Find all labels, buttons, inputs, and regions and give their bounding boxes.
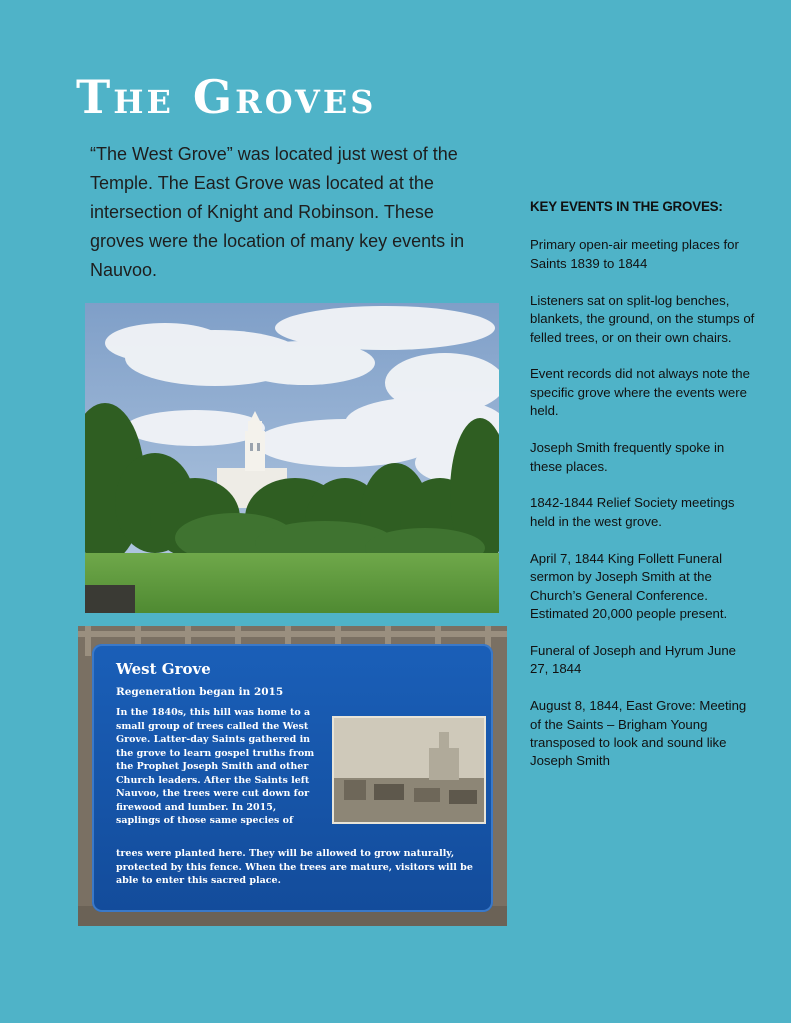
- page-title: The Groves: [76, 70, 377, 124]
- event-item: August 8, 1844, East Grove: Meeting of the Saints – Brigham Young transposed to look and sound like Joseph Smith: [530, 698, 747, 769]
- sign-subtitle: Regeneration began in 2015: [116, 686, 284, 698]
- event-item: Listeners sat on split-log benches, blankets, the ground, on the stumps of felled trees, or on their own chairs.: [530, 292, 755, 345]
- historic-town-illustration: [334, 718, 484, 822]
- sign-body-text-continued: trees were planted here. They will be allowed to grow naturally, protected by this fence. When the trees are mature, visitors will be able to enter this sacred place.: [116, 848, 473, 886]
- key-events-heading: KEY EVENTS IN THE GROVES:: [530, 199, 723, 214]
- event-item: Funeral of Joseph and Hyrum June 27, 1844: [530, 642, 736, 677]
- event-item: Event records did not always note the specific grove where the events were held.: [530, 366, 750, 419]
- event-item: Joseph Smith frequently spoke in these places.: [530, 440, 725, 474]
- event-item: April 7, 1844 King Follett Funeral sermon by Joseph Smith at the Church’s General Conference. Estimated 20,000 people present.: [530, 550, 728, 621]
- key-events-sidebar: [530, 198, 755, 789]
- historic-nauvoo-photo: [332, 716, 486, 824]
- event-item: 1842-1844 Relief Society meetings held in the west grove.: [530, 495, 735, 529]
- temple-grove-illustration: [85, 303, 499, 613]
- west-grove-sign-photo: [78, 626, 507, 926]
- event-item: Primary open-air meeting places for Saints 1839 to 1844: [530, 237, 739, 271]
- sign-title: West Grove: [116, 660, 211, 678]
- sign-body-text: In the 1840s, this hill was home to a small group of trees called the West Grove. Latter-day Saints gathered in the grove to learn gospel truths from the Prophet Joseph Smith and other Church leaders. After the Saints left Nauvoo, the trees were cut down for firewood and lumber. In 2015, saplings of those same species of: [116, 707, 315, 826]
- temple-grove-photo: [85, 303, 499, 613]
- intro-paragraph: “The West Grove” was located just west of the Temple. The East Grove was located at the intersection of Knight and Robinson. These groves were the location of many key events in Nauvoo.: [90, 144, 465, 280]
- interpretive-sign: [92, 644, 493, 912]
